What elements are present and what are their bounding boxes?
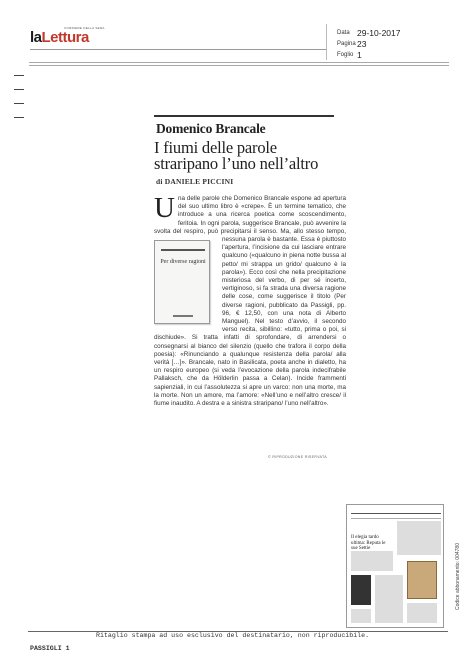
article-body [154, 192, 346, 408]
book-publisher-mark [173, 315, 193, 317]
logo-prefix: la [30, 29, 42, 46]
thumbnail-text-block [397, 521, 441, 555]
book-cover-title: Per diverse ragioni [160, 259, 206, 266]
logo-text [30, 30, 89, 45]
page-label: Pagina [337, 41, 356, 47]
book-author-band [161, 249, 205, 251]
sheet-label: Foglio [337, 52, 354, 58]
thumbnail-text-block [351, 609, 371, 623]
article-kicker: Domenico Brancale [156, 121, 266, 136]
sheet-value: 1 [357, 50, 362, 60]
page-thumbnail [346, 504, 444, 628]
article-body-part-2: l’apertura, l’incisione da cui lasciare entrare qualcuno («qualcuno in piena notte bussa al petto/ mi strappa un grido/ qualcuno è la parola»). Ecco così che nella precipitazione misteriosa del verbo, di per sé incerto, vertiginoso, si fa strada una diversa ragione delle cose, come suggerisce il titolo (Per diverse ragioni, pubblicato da Passigli, pp. 96, € 12,50, con una nota di Alberto Manguel). Nel testo d’avvio, il secondo verso recita, sibillino: «tutto, prima o poi, si dischiude». Si tratta infatti di sprofondare, di arrendersi o consegnarsi al bianco del silenzio (quello che trafora il corpo della poesia): «Rinunciando a qualunque resistenza della parola/ alla verità […]». Brancale, nato in Basilicata, poeta anche in dialetto, ha un respiro europeo (si veda l’evocazione della parola indecifrabile Pallaksch, che da Hölderlin passa a Celan). Incide frammenti sapienziali, in cui l’assolutezza si apre un varco: non una morte, ma la morte. Non un amore, ma l’amore: «Nell’uno e nell’altro cresce/ il fiume inaudito. A destra e a sinistra straripano/ l’uno nell’altro». [154, 244, 346, 408]
clipping-metadata [326, 24, 449, 60]
thumbnail-text-block [407, 603, 437, 623]
clipping-disclaimer: Ritaglio stampa ad uso esclusivo del destinatario, non riproducibile. [96, 632, 370, 639]
thumbnail-headline: Il elegia tardo ultima: Reputa le sue Settie [351, 535, 386, 551]
thumbnail-photo [351, 575, 371, 605]
drop-cap: U [154, 192, 175, 224]
thumbnail-rule [351, 518, 441, 519]
margin-mark [14, 89, 24, 90]
article-body-part-1: na delle parole che Domenico Brancale espone ad apertura del suo ultimo libro è «crepe». È un termine tematico, che introduce a una ricerca poetica come scoscendimento, feritoia. In ogni parola, suggerisce Brancale, può avvenire la svolta del respiro, può precipitarsi il senso. Ma, allo stesso tempo, nessuna parola è bastante. Essa è piuttosto [154, 195, 346, 244]
thumbnail-header [351, 508, 441, 514]
thumbnail-text-block [375, 575, 403, 623]
logo-supertitle: CORRIERE DELLA SERA [64, 26, 105, 30]
thumbnail-painting [407, 561, 437, 599]
margin-mark [14, 103, 24, 104]
date-value: 29-10-2017 [357, 28, 401, 38]
page-value: 23 [357, 39, 367, 49]
margin-mark [14, 117, 24, 118]
top-divider [29, 62, 449, 63]
header-rule [30, 49, 326, 50]
book-cover-figure [154, 240, 216, 330]
thumbnail-text-block [351, 551, 393, 571]
subscription-code: Codice abbonamento: 004780 [455, 543, 461, 610]
book-cover-image [154, 240, 210, 324]
date-label: Data [337, 30, 350, 36]
kicker-rule [154, 115, 334, 117]
publisher-code: PASSIGLI 1 [30, 645, 70, 652]
article-title: I fiumi delle parole straripano l’uno nell’altro [154, 138, 319, 173]
newspaper-logo [30, 26, 105, 46]
copyright-credit: © RIPRODUZIONE RISERVATA [268, 455, 327, 459]
margin-mark [14, 75, 24, 76]
margin-marks [14, 75, 24, 131]
top-divider-double [29, 65, 449, 66]
logo-accent: Lettura [41, 29, 89, 46]
article-byline: di DANIELE PICCINI [156, 177, 234, 186]
